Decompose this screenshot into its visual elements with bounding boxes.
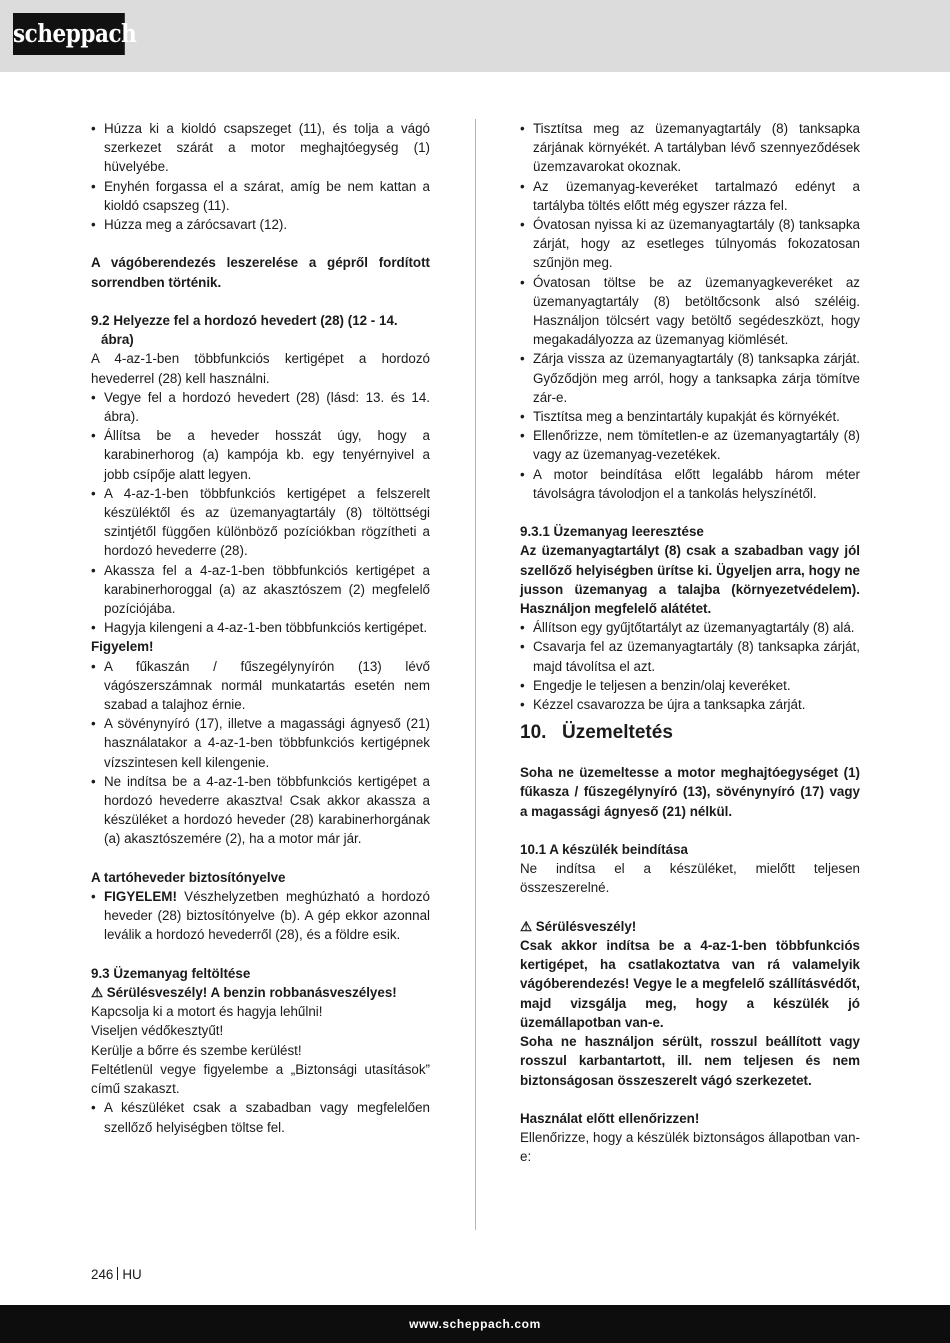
list-item: • A motor beindítása előtt legalább három méter távolságra távolodjon el a tankolás helyszínétől. <box>520 465 860 503</box>
danger-text: Soha ne használjon sérült, rosszul beállított vagy rosszul karbantartott, ill. nem teljesen és nem biztonságosan összeszerelt vágó szerkezetet. <box>520 1034 860 1088</box>
page-number <box>91 1265 142 1284</box>
danger-text: Csak akkor indítsa be a 4-az-1-ben többfunkciós kertigépet, ha csatlakoztatva van rá valamelyik vágóberendezés! Vegye le a megfelelő szállításvédőt, majd vizsgálja meg, hogy a készülék jó üzemállapotban van-e. <box>520 938 860 1030</box>
section-9-3-1-list <box>520 618 860 714</box>
list-item: • A sövénynyíró (17), illetve a magassági ágnyeső (21) használatakor a 4-az-1-ben többfunkciós kertigépnek vízszintesen kell kilengenie. <box>91 714 430 772</box>
safety-item-text: Vészhelyzetben meghúzható a hordozó heveder (28) biztosítónyelve (b). A gép ekkor azonnal leválik a hordozó hevederről (28), és a földre esik. <box>104 889 430 943</box>
page-number-separator <box>117 1267 118 1280</box>
section-9-3-line: Kapcsolja ki a motort és hagyja lehűlni! <box>91 1004 323 1020</box>
page-language: HU <box>122 1267 142 1282</box>
scheppach-logo: scheppach <box>13 13 125 55</box>
section-9-3-line: Feltétlenül vegye figyelembe a „Biztonsági utasítások” című szakaszt. <box>91 1061 430 1097</box>
removal-note: A vágóberendezés leszerelése a gépről fordított sorrendben történik. <box>91 255 430 290</box>
list-item: • Húzza meg a zárócsavart (12). <box>91 215 430 234</box>
safety-tongue-list <box>91 887 430 945</box>
list-item: • Tisztítsa meg az üzemanyagtartály (8) tanksapka zárjának környékét. A tartályban lévő szennyeződések üzemzavarokat okoznak. <box>520 119 860 177</box>
list-item: • Ellenőrizze, nem tömítetlen-e az üzemanyagtartály (8) vagy az üzemanyag-vezetékek. <box>520 426 860 464</box>
list-item: • Engedje le teljesen a benzin/olaj keveréket. <box>520 676 860 695</box>
section-10-notice: Soha ne üzemeltesse a motor meghajtóegységet (1) fűkasza / fűszegélynyíró (13), sövénynyíró (17) vagy a magassági ágnyeső (21) nélkül. <box>520 765 860 819</box>
section-10-1-title: 10.1 A készülék beindítása <box>520 842 688 858</box>
section-10-1-text: Ne indítsa el a készüléket, mielőtt teljesen összeszerelné. <box>520 861 860 896</box>
page-number-value: 246 <box>91 1267 114 1282</box>
list-item: • Kézzel csavarozza be újra a tanksapka zárját. <box>520 695 860 714</box>
right-column <box>520 119 860 1167</box>
list-item: • Csavarja fel az üzemanyagtartály (8) tanksapka zárját, majd távolítsa el azt. <box>520 637 860 675</box>
website-link[interactable]: www.scheppach.com <box>409 1317 541 1331</box>
list-item: • Hagyja kilengeni a 4-az-1-ben többfunkciós kertigépet. <box>91 618 430 637</box>
list-item: • Az üzemanyag-keveréket tartalmazó edényt a tartályba töltés előtt még egyszer rázza fel. <box>520 177 860 215</box>
section-9-3-1-notice: Az üzemanyagtartályt (8) csak a szabadban vagy jól szellőző helyiségben ürítse ki. Ügyeljen arra, hogy ne jusson üzemanyag a talajba (környezetvédelem). Használjon megfelelő alátétet. <box>520 543 860 617</box>
list-item: • Zárja vissza az üzemanyagtartály (8) tanksapka zárját. Győződjön meg arról, hogy a tanksapka zárja tömítve zár-e. <box>520 349 860 407</box>
section-10-title: Üzemeltetés <box>562 722 673 744</box>
section-9-2-title-line-1: 9.2 Helyezze fel a hordozó hevedert (28) (12 - 14. <box>91 313 398 328</box>
section-9-3-1-title: 9.3.1 Üzemanyag leeresztése <box>520 524 704 540</box>
list-item: • Akassza fel a 4-az-1-ben többfunkciós kertigépet a karabinerhoroggal (a) az akasztószem (2) megfelelő pozíciójába. <box>91 561 430 619</box>
left-column <box>91 119 430 1137</box>
list-item: • A fűkaszán / fűszegélynyírón (13) lévő vágószerszámnak normál munkatartás esetén nem szabad a talajhoz érnie. <box>91 657 430 715</box>
attention-heading: Figyelem! <box>91 639 154 655</box>
list-item: • Ne indítsa be a 4-az-1-ben többfunkciós kertigépet a hordozó hevederre akasztva! Csak akkor akassza a készüléket a hordozó heveder (28) karabinerhorgának (a) akasztószemére (2), ha a motor már jár. <box>91 772 430 849</box>
list-item: • Óvatosan nyissa ki az üzemanyagtartály (8) tanksapka zárját, hogy az esetleges túlnyomás fokozatosan szűnjön meg. <box>520 215 860 273</box>
list-item: • Állítsa be a heveder hosszát úgy, hogy a karabinerhorog (a) kampója kb. egy tenyérnyivel a jobb csípője alatt legyen. <box>91 426 430 484</box>
section-9-2-title <box>91 311 430 349</box>
list-item <box>91 887 430 945</box>
danger-title: ⚠ Sérülésveszély! <box>520 918 637 934</box>
list-item: • Óvatosan töltse be az üzemanyagkeveréket az üzemanyagtartály (8) betöltőcsonk alsó széléig. Használjon tölcsért vagy betöltő segédeszközt, hogy megakadályozza az üzemanyag kiömlését. <box>520 273 860 350</box>
attention-list <box>91 657 430 849</box>
column-divider <box>475 119 476 1230</box>
list-item: • Állítson egy gyűjtőtartályt az üzemanyagtartály (8) alá. <box>520 618 860 637</box>
section-9-2-title-line-2: ábra) <box>101 332 134 348</box>
check-title: Használat előtt ellenőrizzen! <box>520 1110 700 1126</box>
list-item: • Vegye fel a hordozó hevedert (28) (lásd: 13. és 14. ábra). <box>91 388 430 426</box>
section-10-heading <box>520 720 860 746</box>
section-10-number: 10. <box>520 722 547 744</box>
page-footer <box>0 1305 950 1343</box>
list-item: • Tisztítsa meg a benzintartály kupakját és környékét. <box>520 407 860 426</box>
safety-tongue-title: A tartóheveder biztosítónyelve <box>91 869 286 885</box>
section-9-2-list <box>91 388 430 638</box>
fuel-list <box>520 119 860 503</box>
section-9-3-list <box>91 1098 430 1136</box>
page-header <box>0 0 950 72</box>
check-text: Ellenőrizze, hogy a készülék biztonságos állapotban van-e: <box>520 1130 860 1165</box>
list-item: • Enyhén forgassa el a szárat, amíg be nem kattan a kioldó csapszeg (11). <box>91 177 430 215</box>
list-item: • A készüléket csak a szabadban vagy megfelelően szellőző helyiségben töltse fel. <box>91 1098 430 1136</box>
section-9-3-line: Viseljen védőkesztyűt! <box>91 1023 224 1039</box>
section-9-3-line: Kerülje a bőrre és szembe kerülést! <box>91 1042 302 1058</box>
list-item: • A 4-az-1-ben többfunkciós kertigépet a felszerelt készüléktől és az üzemanyagtartály (8) töltöttségi szintjétől függően különböző pozíciókban rögzítheti a hordozó hevederre (28). <box>91 484 430 561</box>
section-9-3-warning: ⚠ Sérülésveszély! A benzin robbanásveszélyes! <box>91 985 397 1001</box>
section-9-2-text: A 4-az-1-ben többfunkciós kertigépet a hordozó hevederrel (28) kell használni. <box>91 351 430 386</box>
section-9-3-title: 9.3 Üzemanyag feltöltése <box>91 965 251 981</box>
list-item: • Húzza ki a kioldó csapszeget (11), és tolja a vágó szerkezet szárát a motor meghajtóegység (1) hüvelyébe. <box>91 119 430 177</box>
warning-label: FIGYELEM! <box>104 889 177 905</box>
intro-list <box>91 119 430 234</box>
